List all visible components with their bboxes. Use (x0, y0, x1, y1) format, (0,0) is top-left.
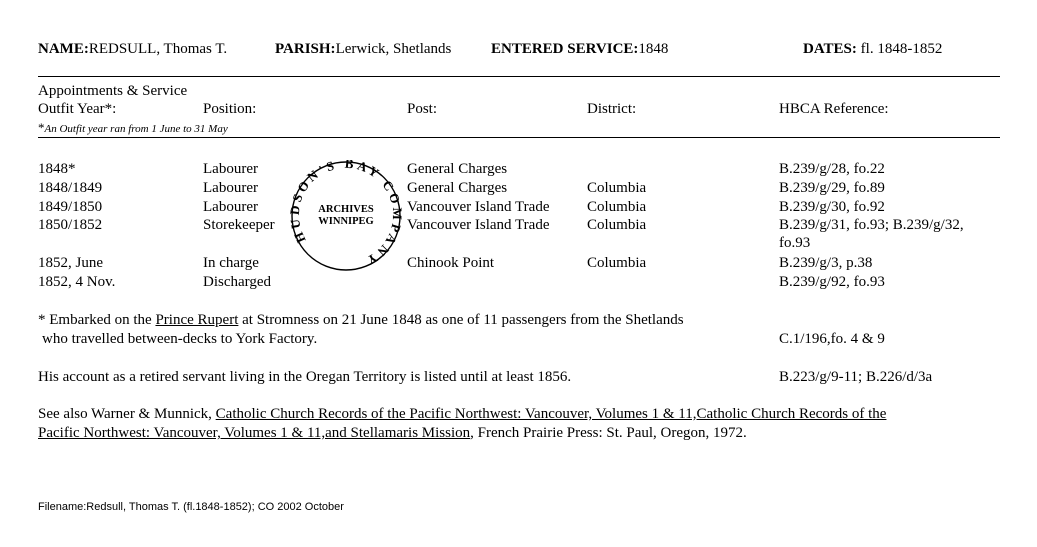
row-district: Columbia (587, 255, 647, 271)
entered-service-value: 1848 (638, 41, 669, 57)
stamp-winnipeg-text: WINNIPEG (318, 216, 374, 227)
row-post: General Charges (407, 161, 508, 177)
row-position: Storekeeper (203, 217, 275, 233)
table-row (0, 160, 1037, 179)
row-post: Vancouver Island Trade (407, 199, 550, 215)
row-position: Labourer (203, 180, 258, 196)
col-district: District: (587, 101, 637, 117)
see-title-line1: Catholic Church Records of the Pacific Northwest: Vancouver, Volumes 1 & 11,Catholic Church Records of the (215, 406, 887, 422)
row-ref: B.239/g/3, p.38 (779, 255, 873, 271)
embark-line2: who travelled between-decks to York Factory. (42, 331, 318, 347)
hbc-archives-stamp (287, 160, 405, 272)
see-post: , French Prairie Press: St. Paul, Oregon, 1972. (470, 425, 747, 441)
row-post: General Charges (407, 180, 508, 196)
table-row (0, 273, 1037, 292)
row-post: Vancouver Island Trade (407, 217, 550, 233)
row-year: 1848* (38, 161, 76, 177)
entered-service-field (491, 40, 668, 58)
parish-value: Lerwick, Shetlands (335, 41, 452, 57)
row-post: Chinook Point (407, 255, 495, 271)
col-post: Post: (407, 101, 438, 117)
row-ref: B.239/g/31, fo.93; B.239/g/32, (779, 217, 964, 233)
header-divider (38, 137, 1000, 138)
stamp-archives-text: ARCHIVES (318, 204, 374, 215)
see-title-line2: Pacific Northwest: Vancouver, Volumes 1 & 11,and Stellamaris Mission (38, 425, 471, 441)
dates-label: DATES: (803, 41, 857, 57)
row-position: Labourer (203, 199, 258, 215)
col-position: Position: (203, 101, 257, 117)
row-ref: B.239/g/29, fo.89 (779, 180, 885, 196)
row-position: Labourer (203, 161, 258, 177)
name-value: REDSULL, Thomas T. (88, 41, 228, 57)
account-ref: B.223/g/9-11; B.226/d/3a (779, 369, 933, 385)
row-year: 1852, 4 Nov. (38, 274, 116, 290)
table-row (0, 179, 1037, 198)
see-pre: See also Warner & Munnick, (38, 406, 216, 422)
embark-note (38, 311, 684, 349)
row-district: Columbia (587, 217, 647, 233)
parish-label: PARISH: (275, 41, 336, 57)
row-district: Columbia (587, 180, 647, 196)
embark-ref: C.1/196,fo. 4 & 9 (779, 331, 885, 347)
stamp-ring-text: HUDSON'S BAY COMPANY (287, 160, 405, 270)
row-ref: B.239/g/28, fo.22 (779, 161, 885, 177)
section-title: Appointments & Service (38, 83, 188, 99)
row-district: Columbia (587, 199, 647, 215)
row-position: In charge (203, 255, 259, 271)
table-row (0, 216, 1037, 254)
entered-service-label: ENTERED SERVICE: (491, 41, 639, 57)
row-ref: B.239/g/30, fo.92 (779, 199, 885, 215)
note-star: * (38, 120, 45, 135)
row-year: 1850/1852 (38, 217, 103, 233)
row-ref-continued: fo.93 (779, 235, 811, 251)
row-year: 1848/1849 (38, 180, 103, 196)
embark-post: at Stromness on 21 June 1848 as one of 11 passengers from the Shetlands (238, 312, 684, 328)
account-note: His account as a retired servant living in the Oregan Territory is listed until at least 1856. (38, 369, 572, 385)
col-hbca-reference: HBCA Reference: (779, 101, 889, 117)
table-row (0, 198, 1037, 217)
parish-field (275, 40, 451, 58)
table-row (0, 254, 1037, 273)
dates-value: fl. 1848-1852 (856, 41, 943, 57)
outfit-year-note (38, 121, 228, 136)
note-text: An Outfit year ran from 1 June to 31 May (44, 123, 228, 135)
footer-filename: Filename:Redsull, Thomas T. (fl.1848-1852); CO 2002 October (38, 501, 344, 513)
embark-pre: * Embarked on the (38, 312, 156, 328)
name-label: NAME: (38, 41, 89, 57)
name-field (38, 40, 227, 58)
row-year: 1849/1850 (38, 199, 103, 215)
top-divider (38, 76, 1000, 77)
row-position: Discharged (203, 274, 272, 290)
row-ref: B.239/g/92, fo.93 (779, 274, 885, 290)
row-year: 1852, June (38, 255, 103, 271)
dates-field (803, 40, 942, 58)
ship-name: Prince Rupert (155, 312, 239, 328)
col-outfit-year: Outfit Year*: (38, 101, 117, 117)
see-also-note (38, 405, 1000, 443)
